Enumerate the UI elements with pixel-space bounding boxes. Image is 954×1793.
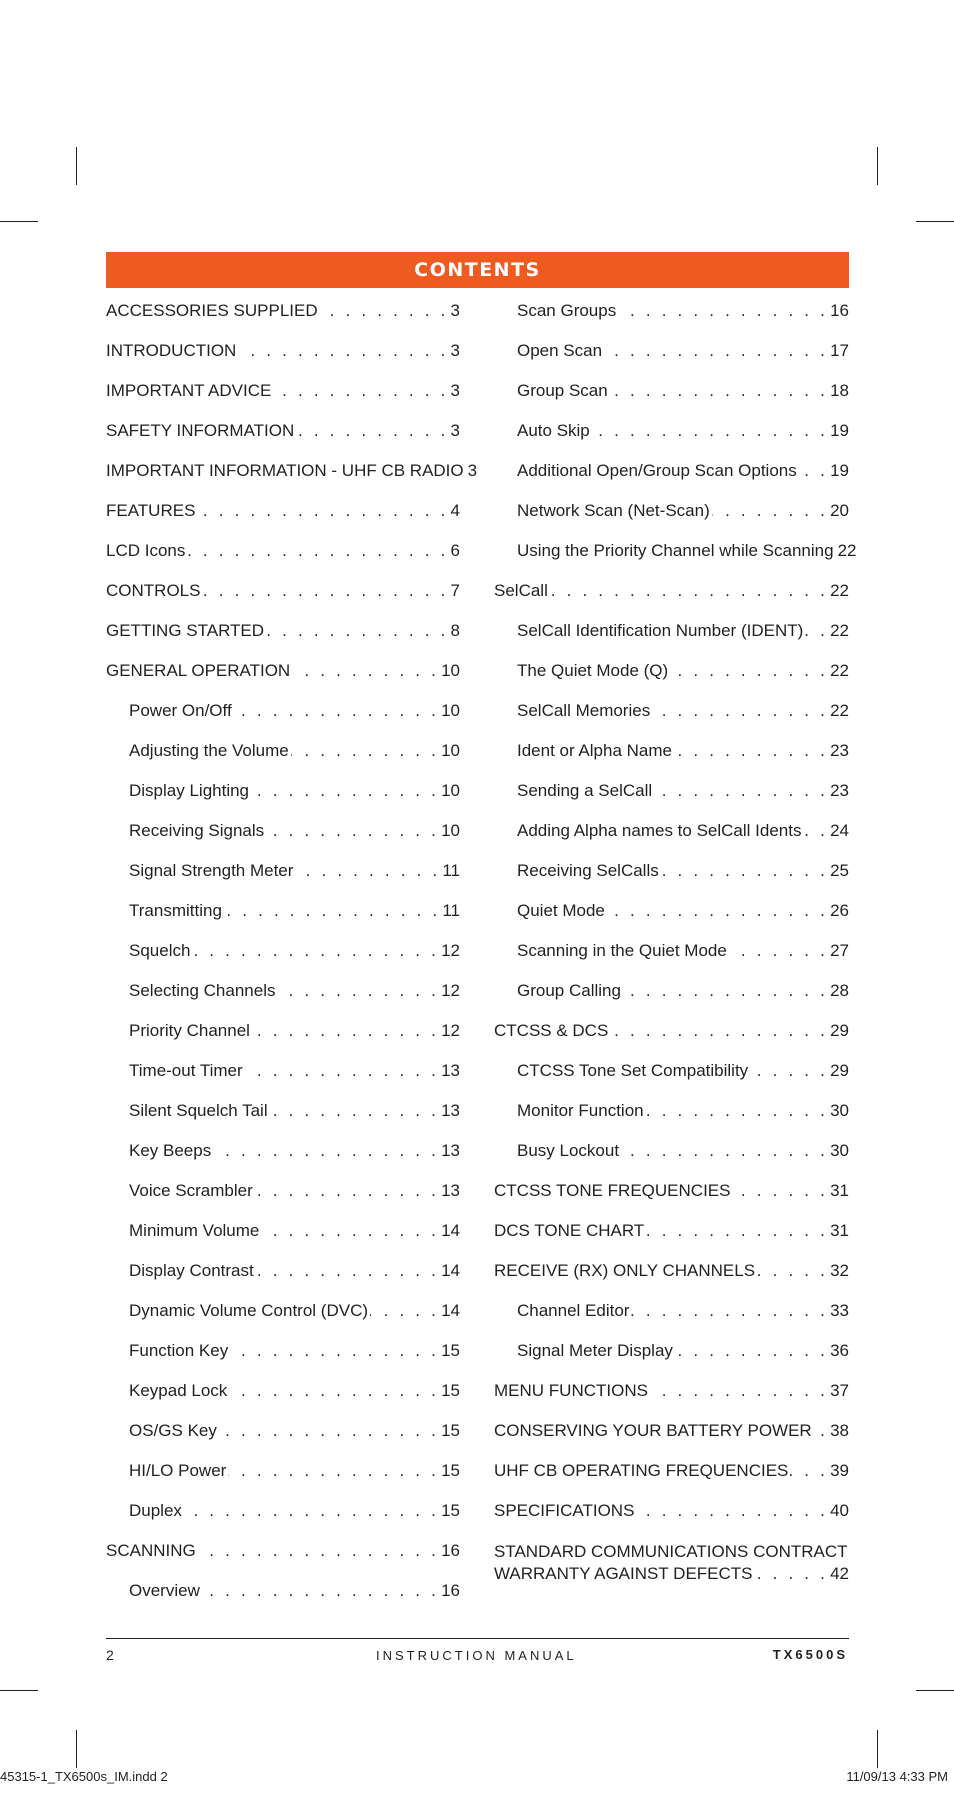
toc-entry-page: 38: [830, 1421, 849, 1440]
toc-entry[interactable]: [106, 1261, 460, 1301]
toc-leader-dots: [604, 341, 828, 361]
toc-leader-dots: [213, 1141, 439, 1161]
toc-entry-page: 13: [441, 1181, 460, 1200]
toc-entry-page: 13: [441, 1061, 460, 1080]
toc-entry-page: 37: [830, 1381, 849, 1400]
toc-entry-page: 27: [830, 941, 849, 960]
toc-entry-title: Adding Alpha names to SelCall Idents: [517, 821, 802, 840]
toc-entry[interactable]: [494, 461, 849, 501]
toc-entry[interactable]: [106, 301, 460, 341]
toc-leader-dots: [650, 1381, 828, 1401]
toc-entry[interactable]: [106, 381, 460, 421]
toc-entry-title: The Quiet Mode (Q): [517, 661, 669, 680]
toc-leader-dots: [674, 741, 828, 761]
toc-entry[interactable]: [494, 341, 849, 381]
toc-left-column: [106, 301, 478, 1621]
toc-entry[interactable]: [494, 1181, 849, 1221]
toc-entry[interactable]: [106, 1141, 460, 1181]
toc-entry-page: 22: [830, 621, 849, 640]
toc-entry-page: 15: [441, 1501, 460, 1520]
toc-entry[interactable]: [106, 1341, 460, 1381]
toc-leader-dots: [295, 861, 440, 881]
toc-leader-dots: [202, 581, 448, 601]
toc-entry-title: Signal Meter Display: [517, 1341, 673, 1360]
toc-leader-dots: [261, 1221, 439, 1241]
toc-entry[interactable]: [106, 1381, 460, 1421]
toc-entry[interactable]: [494, 941, 849, 981]
toc-leader-dots: [296, 421, 448, 441]
toc-entry-page: 6: [450, 541, 460, 560]
toc-leader-dots: [799, 461, 828, 481]
toc-entry-page: 12: [441, 1021, 460, 1040]
toc-entry[interactable]: [494, 701, 849, 741]
toc-entry-title: Voice Scrambler: [129, 1181, 253, 1200]
toc-entry-page: 23: [830, 781, 849, 800]
toc-entry-title: DCS TONE CHART: [494, 1221, 645, 1240]
toc-leader-dots: [790, 1461, 828, 1481]
crop-mark: [0, 1690, 38, 1691]
toc-entry-title: UHF CB OPERATING FREQUENCIES: [494, 1461, 789, 1480]
toc-entry-page: 10: [441, 781, 460, 800]
toc-entry-page: 29: [830, 1021, 849, 1040]
toc-entry[interactable]: [494, 1101, 849, 1141]
toc-leader-dots: [370, 1301, 439, 1321]
toc-entry-title: Squelch: [129, 941, 191, 960]
toc-entry-title: SelCall Memories: [517, 701, 651, 720]
toc-entry-page: 13: [441, 1141, 460, 1160]
toc-entry-page: 4: [450, 501, 460, 520]
toc-entry-title: SelCall: [494, 581, 548, 600]
toc-entry-title: SelCall Identification Number (IDENT): [517, 621, 804, 640]
toc-entry-page: 39: [830, 1461, 849, 1480]
toc-leader-dots: [245, 1061, 439, 1081]
toc-entry-title: Display Lighting: [129, 781, 250, 800]
toc-entry-title: SPECIFICATIONS: [494, 1501, 635, 1520]
toc-entry[interactable]: [494, 621, 849, 661]
toc-leader-dots: [646, 1101, 828, 1121]
toc-leader-dots: [646, 1221, 828, 1241]
toc-leader-dots: [292, 661, 439, 681]
toc-entry[interactable]: [494, 1421, 849, 1461]
toc-leader-dots: [607, 901, 828, 921]
toc-entry-page: 22: [830, 661, 849, 680]
toc-entry-page: 15: [441, 1421, 460, 1440]
toc-entry[interactable]: [106, 741, 460, 781]
toc-entry-title: Auto Skip: [517, 421, 590, 440]
toc-entry-page: 32: [830, 1261, 849, 1280]
toc-entry-title: Adjusting the Volume: [129, 741, 289, 760]
crop-mark: [877, 1730, 878, 1768]
toc-leader-dots: [621, 1141, 828, 1161]
toc-entry-page: 15: [441, 1341, 460, 1360]
toc-entry-page: 22: [837, 541, 857, 560]
toc-entry-title: OS/GS Key: [129, 1421, 217, 1440]
toc-leader-dots: [805, 621, 828, 641]
toc-entry-page: 30: [830, 1141, 849, 1160]
toc-entry-title: GETTING STARTED: [106, 621, 265, 640]
toc-leader-dots: [184, 1501, 439, 1521]
toc-entry-title-line2: WARRANTY AGAINST DEFECTS: [494, 1564, 753, 1583]
toc-leader-dots: [631, 1301, 828, 1321]
toc-entry-title: Time-out Timer: [129, 1061, 243, 1080]
toc-entry[interactable]: [106, 821, 460, 861]
toc-leader-dots: [750, 1061, 828, 1081]
toc-entry-title: Quiet Mode: [517, 901, 605, 920]
toc-leader-dots: [228, 1461, 439, 1481]
toc-entry[interactable]: [106, 781, 460, 821]
toc-leader-dots: [234, 701, 439, 721]
footer-manual-title: INSTRUCTION MANUAL: [376, 1648, 577, 1663]
toc-entry-page: 25: [830, 861, 849, 880]
toc-entry[interactable]: [106, 701, 460, 741]
toc-entry-title: RECEIVE (RX) ONLY CHANNELS: [494, 1261, 756, 1280]
toc-entry[interactable]: [494, 821, 849, 861]
toc-entry[interactable]: [106, 581, 460, 621]
toc-entry[interactable]: [106, 941, 460, 981]
toc-entry-title: Receiving SelCalls: [517, 861, 659, 880]
toc-entry-title: SAFETY INFORMATION: [106, 421, 295, 440]
toc-entry-title: IMPORTANT INFORMATION - UHF CB RADIO: [106, 461, 464, 480]
toc-leader-dots: [255, 1181, 439, 1201]
toc-entry[interactable]: [494, 381, 849, 421]
toc-leader-dots: [270, 1101, 439, 1121]
toc-leader-dots: [320, 301, 449, 321]
toc-entry-page: 11: [442, 861, 460, 880]
toc-leader-dots: [610, 1021, 828, 1041]
toc-entry-page: 28: [830, 981, 849, 1000]
toc-entry-page: 29: [830, 1061, 849, 1080]
toc-entry-title: ACCESSORIES SUPPLIED: [106, 301, 318, 320]
toc-leader-dots: [197, 501, 448, 521]
toc-entry-page: 8: [450, 621, 460, 640]
toc-entry[interactable]: [106, 1581, 460, 1621]
toc-leader-dots: [610, 381, 828, 401]
toc-entry-title: Duplex: [129, 1501, 182, 1520]
toc-entry-page: 14: [441, 1221, 460, 1240]
footer-model-name: TX6500S: [772, 1647, 848, 1662]
toc-entry[interactable]: [494, 861, 849, 901]
toc-entry[interactable]: [106, 341, 460, 381]
toc-entry-page: 18: [830, 381, 849, 400]
toc-entry-page: 14: [441, 1301, 460, 1320]
toc-entry[interactable]: [106, 1541, 460, 1581]
toc-entry[interactable]: [494, 1501, 849, 1541]
toc-entry-title-line1: STANDARD COMMUNICATIONS CONTRACT: [494, 1542, 848, 1561]
toc-entry-page: 19: [830, 421, 849, 440]
toc-entry[interactable]: [494, 421, 849, 461]
toc-leader-dots: [266, 621, 448, 641]
toc-entry[interactable]: [106, 1061, 460, 1101]
toc-entry[interactable]: [106, 1221, 460, 1261]
toc-entry-page: 19: [830, 461, 849, 480]
crop-mark: [76, 147, 77, 185]
toc-entry[interactable]: [106, 621, 460, 661]
toc-leader-dots: [814, 1421, 828, 1441]
toc-leader-dots: [661, 861, 828, 881]
toc-leader-dots: [251, 781, 439, 801]
toc-entry[interactable]: [494, 1221, 849, 1261]
toc-entry-title: INTRODUCTION: [106, 341, 237, 360]
toc-entry-page: 11: [442, 901, 460, 920]
toc-leader-dots: [729, 941, 828, 961]
toc-entry[interactable]: [494, 781, 849, 821]
toc-entry-page: 40: [830, 1501, 849, 1520]
toc-entry[interactable]: [494, 1541, 849, 1595]
print-slug-file: 45315-1_TX6500s_IM.indd 2: [0, 1769, 168, 1784]
toc-leader-dots: [192, 941, 439, 961]
toc-leader-dots: [592, 421, 828, 441]
toc-entry-page: 10: [441, 661, 460, 680]
toc-leader-dots: [623, 981, 828, 1001]
toc-entry-page: 3: [450, 301, 460, 320]
contents-banner: [106, 252, 849, 288]
toc-leader-dots: [256, 1261, 439, 1281]
toc-entry[interactable]: [494, 1301, 849, 1341]
toc-entry-title: Channel Editor: [517, 1301, 630, 1320]
toc-entry-title: Function Key: [129, 1341, 229, 1360]
toc-leader-dots: [675, 1341, 828, 1361]
toc-entry-title: Using the Priority Channel while Scanning: [517, 541, 834, 560]
print-slug-datetime: 11/09/13 4:33 PM: [846, 1769, 948, 1784]
toc-entry-page: 12: [441, 981, 460, 1000]
crop-mark: [916, 1690, 954, 1691]
toc-entry-page: 3: [467, 461, 478, 480]
toc-entry-page: 31: [830, 1181, 849, 1200]
footer-rule: [106, 1638, 849, 1639]
toc-entry-title: Scan Groups: [517, 301, 617, 320]
toc-entry-page: 3: [450, 341, 460, 360]
toc-entry-page: 36: [830, 1341, 849, 1360]
toc-entry-title: Display Contrast: [129, 1261, 254, 1280]
toc-entry-page: 13: [441, 1101, 460, 1120]
toc-entry-title: IMPORTANT ADVICE: [106, 381, 272, 400]
toc-entry-page: 31: [830, 1221, 849, 1240]
toc-entry[interactable]: [106, 981, 460, 1021]
toc-entry-page: 7: [450, 581, 460, 600]
toc-leader-dots: [636, 1501, 828, 1521]
toc-leader-dots: [732, 1181, 828, 1201]
toc-leader-dots: [224, 901, 440, 921]
toc-entry[interactable]: [106, 661, 460, 701]
toc-entry[interactable]: [494, 741, 849, 781]
toc-entry-title: Signal Strength Meter: [129, 861, 294, 880]
toc-leader-dots: [277, 981, 439, 1001]
toc-entry[interactable]: [494, 301, 849, 341]
toc-entry[interactable]: [106, 861, 460, 901]
toc-entry-page: 14: [441, 1261, 460, 1280]
toc-entry[interactable]: [106, 1501, 460, 1541]
toc-entry-title: LCD Icons: [106, 541, 186, 560]
toc-entry-page: 16: [441, 1581, 460, 1600]
toc-entry-page: 16: [830, 301, 849, 320]
toc-entry-title: CTCSS TONE FREQUENCIES: [494, 1181, 731, 1200]
toc-entry-title: Dynamic Volume Control (DVC): [129, 1301, 369, 1320]
toc-entry[interactable]: [494, 1061, 849, 1101]
toc-entry[interactable]: [494, 1261, 849, 1301]
toc-entry-title: MENU FUNCTIONS: [494, 1381, 648, 1400]
toc-entry-title: Key Beeps: [129, 1141, 212, 1160]
toc-entry-title: Network Scan (Net-Scan): [517, 501, 710, 520]
toc-entry[interactable]: [494, 1381, 849, 1421]
toc-entry-title: Group Scan: [517, 381, 608, 400]
toc-entry-title: SCANNING: [106, 1541, 196, 1560]
toc-entry-title: Monitor Function: [517, 1101, 644, 1120]
toc-entry[interactable]: [494, 581, 849, 621]
toc-entry[interactable]: [106, 1181, 460, 1221]
toc-entry[interactable]: [494, 1341, 849, 1381]
toc-leader-dots: [219, 1421, 439, 1441]
toc-entry-title: Group Calling: [517, 981, 621, 1000]
toc-entry[interactable]: [106, 1101, 460, 1141]
toc-leader-dots: [230, 1341, 439, 1361]
toc-entry-title: Overview: [129, 1581, 200, 1600]
toc-entry[interactable]: [494, 661, 849, 701]
toc-entry-title: Selecting Channels: [129, 981, 276, 1000]
toc-entry[interactable]: [106, 1301, 460, 1341]
crop-mark: [0, 221, 38, 222]
toc-entry[interactable]: [106, 901, 460, 941]
toc-entry-title: Busy Lockout: [517, 1141, 620, 1160]
toc-entry-title: Open Scan: [517, 341, 603, 360]
footer-page-number: 2: [106, 1647, 114, 1663]
toc-leader-dots: [273, 381, 448, 401]
toc-entry-page: 33: [830, 1301, 849, 1320]
toc-entry-title: HI/LO Power: [129, 1461, 227, 1480]
toc-entry-page: 16: [441, 1541, 460, 1560]
toc-entry-title: CTCSS & DCS: [494, 1021, 609, 1040]
toc-leader-dots: [670, 661, 828, 681]
toc-entry-page: 20: [830, 501, 849, 520]
toc-entry-title: Receiving Signals: [129, 821, 265, 840]
toc-right-column: [494, 301, 857, 1595]
toc-entry-page: 12: [441, 941, 460, 960]
toc-entry-page: 42: [830, 1564, 849, 1583]
toc-leader-dots: [755, 1563, 829, 1585]
toc-entry-title: Minimum Volume: [129, 1221, 260, 1240]
toc-leader-dots: [712, 501, 828, 521]
toc-entry-page: 30: [830, 1101, 849, 1120]
toc-entry-page: 24: [830, 821, 849, 840]
toc-entry[interactable]: [494, 1021, 849, 1061]
toc-entry-title: CONTROLS: [106, 581, 201, 600]
toc-entry-title: Scanning in the Quiet Mode: [517, 941, 727, 960]
toc-entry-title: GENERAL OPERATION: [106, 661, 291, 680]
toc-entry-title: Ident or Alpha Name: [517, 741, 672, 760]
toc-leader-dots: [238, 341, 448, 361]
toc-entry-page: 15: [441, 1461, 460, 1480]
toc-leader-dots: [654, 781, 828, 801]
toc-leader-dots: [229, 1381, 439, 1401]
toc-entry[interactable]: [106, 1421, 460, 1461]
toc-entry-page: 22: [830, 581, 849, 600]
crop-mark: [76, 1730, 77, 1768]
toc-leader-dots: [202, 1581, 439, 1601]
toc-leader-dots: [618, 301, 828, 321]
crop-mark: [877, 147, 878, 185]
toc-leader-dots: [550, 581, 828, 601]
toc-entry-title: Silent Squelch Tail: [129, 1101, 268, 1120]
toc-entry[interactable]: [494, 981, 849, 1021]
toc-leader-dots: [803, 821, 828, 841]
toc-entry-page: 3: [450, 421, 460, 440]
toc-entry[interactable]: [106, 541, 460, 581]
toc-entry-title: Keypad Lock: [129, 1381, 228, 1400]
contents-title: CONTENTS: [414, 259, 541, 281]
crop-mark: [916, 221, 954, 222]
toc-entry-title: Power On/Off: [129, 701, 232, 720]
toc-entry-title: Priority Channel: [129, 1021, 250, 1040]
toc-entry-page: 10: [441, 741, 460, 760]
toc-leader-dots: [198, 1541, 439, 1561]
toc-entry[interactable]: [494, 541, 857, 581]
toc-entry-page: 17: [830, 341, 849, 360]
toc-entry-page: 10: [441, 701, 460, 720]
toc-entry-page: 3: [450, 381, 460, 400]
toc-entry[interactable]: [494, 1141, 849, 1181]
toc-entry-title: CONSERVING YOUR BATTERY POWER: [494, 1421, 812, 1440]
toc-entry-title: Transmitting: [129, 901, 222, 920]
toc-leader-dots: [291, 741, 439, 761]
toc-entry-page: 15: [441, 1381, 460, 1400]
toc-entry-page: 10: [441, 821, 460, 840]
toc-entry-title: FEATURES: [106, 501, 196, 520]
toc-entry[interactable]: [106, 461, 478, 501]
toc-entry-page: 26: [830, 901, 849, 920]
toc-leader-dots: [266, 821, 439, 841]
toc-leader-dots: [652, 701, 828, 721]
toc-entry[interactable]: [106, 1021, 460, 1061]
toc-entry[interactable]: [494, 1461, 849, 1501]
toc-entry-page: 23: [830, 741, 849, 760]
toc-entry[interactable]: [494, 501, 849, 541]
toc-entry[interactable]: [106, 1461, 460, 1501]
toc-entry[interactable]: [106, 501, 460, 541]
toc-leader-dots: [757, 1261, 828, 1281]
toc-leader-dots: [252, 1021, 439, 1041]
toc-entry-title: Additional Open/Group Scan Options: [517, 461, 797, 480]
toc-entry[interactable]: [106, 421, 460, 461]
toc-entry-page: 22: [830, 701, 849, 720]
toc-entry-title: CTCSS Tone Set Compatibility: [517, 1061, 749, 1080]
toc-entry[interactable]: [494, 901, 849, 941]
toc-leader-dots: [187, 541, 448, 561]
toc-entry-title: Sending a SelCall: [517, 781, 653, 800]
